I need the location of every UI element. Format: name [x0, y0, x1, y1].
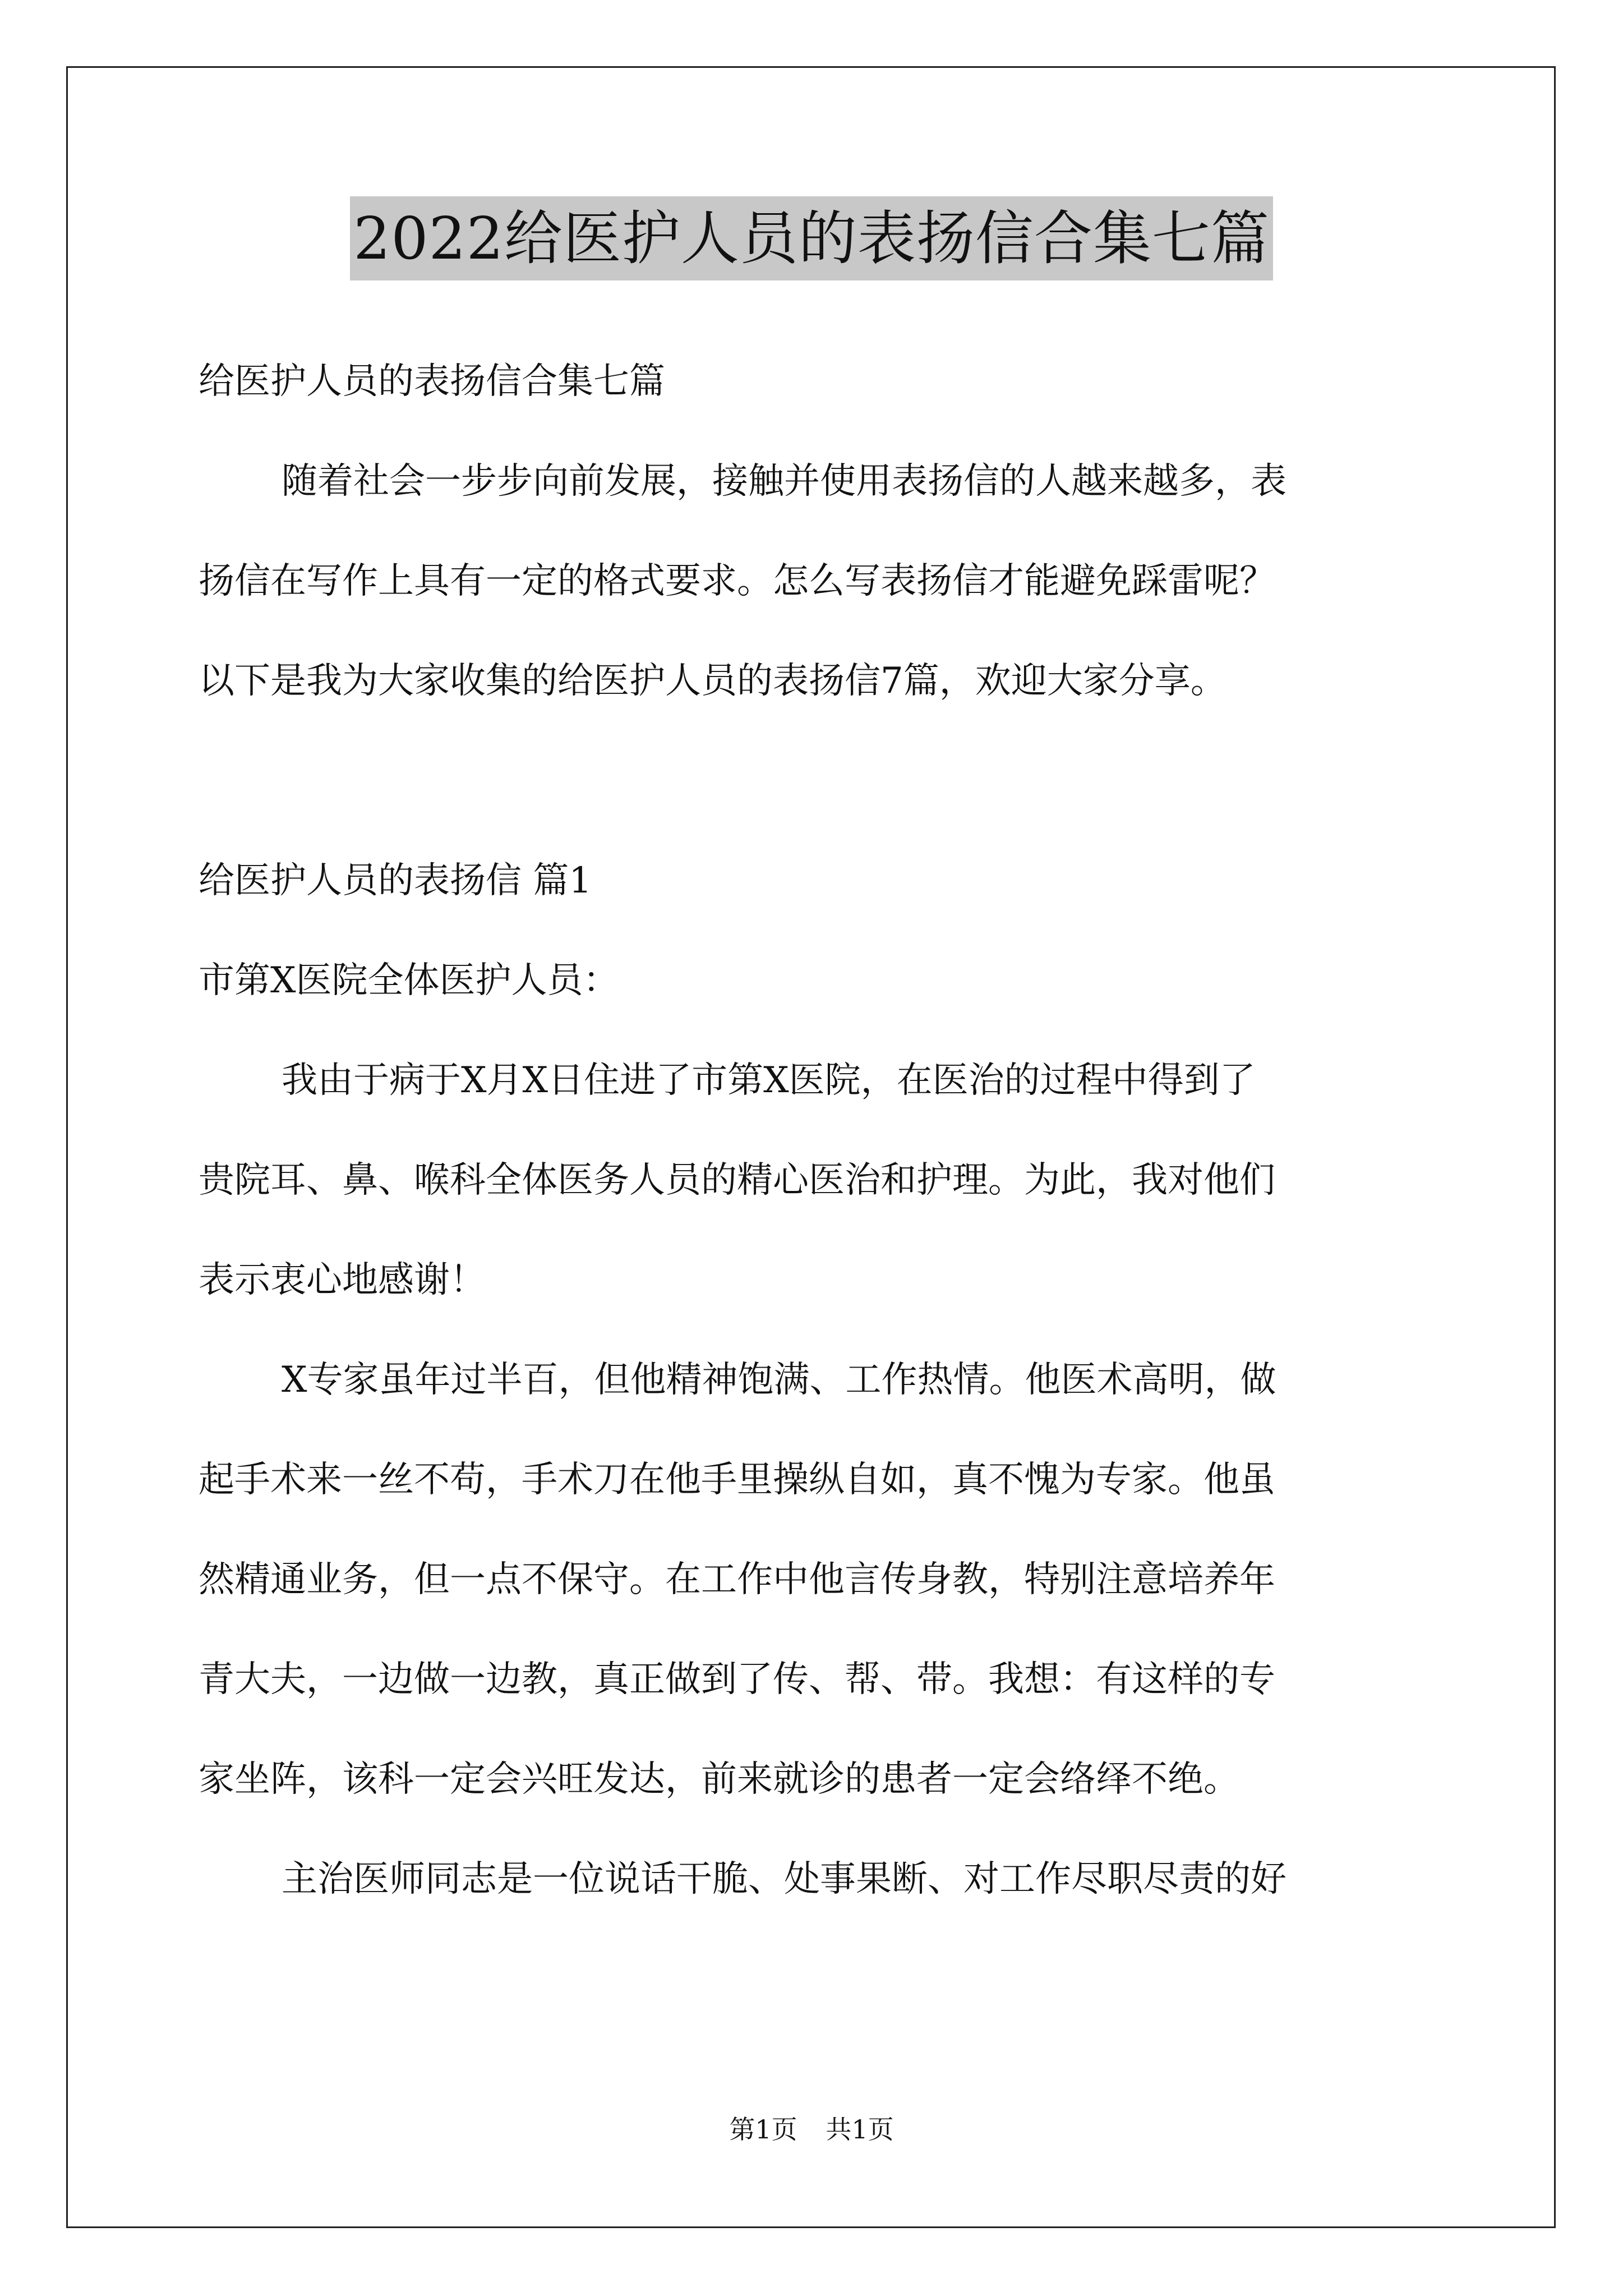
paragraph-line: 表示衷心地感谢！: [199, 1259, 486, 1301]
paragraph-line: X专家虽年过半百，但他精神饱满、工作热情。他医术高明，做: [282, 1359, 1276, 1401]
document-body: [199, 334, 1427, 1931]
paragraph-line: 主治医师同志是一位说话干脆、处事果断、对工作尽职尽责的好: [282, 1858, 1287, 1900]
paragraph-line: 家坐阵，该科一定会兴旺发达，前来就诊的患者一定会络绎不绝。: [199, 1759, 1239, 1800]
paragraph-line: 然精通业务，但一点不保守。在工作中他言传身教，特别注意培养年: [199, 1559, 1275, 1600]
salutation: 市第X医院全体医护人员：: [199, 960, 619, 1001]
document-subtitle: 给医护人员的表扬信合集七篇: [199, 361, 665, 402]
intro-line: 扬信在写作上具有一定的格式要求。怎么写表扬信才能避免踩雷呢？: [199, 560, 1275, 602]
section-heading: 给医护人员的表扬信 篇1: [199, 860, 592, 901]
paragraph-spacer: [199, 733, 1427, 833]
title-container: [0, 196, 1623, 280]
paragraph-line: 起手术来一丝不苟，手术刀在他手里操纵自如，真不愧为专家。他虽: [199, 1459, 1275, 1501]
paragraph-line: 青大夫，一边做一边教，真正做到了传、帮、带。我想：有这样的专: [199, 1659, 1275, 1700]
intro-line: 随着社会一步步向前发展，接触并使用表扬信的人越来越多，表: [282, 461, 1287, 502]
page-footer: [0, 2109, 1623, 2146]
paragraph-line: 贵院耳、鼻、喉科全体医务人员的精心医治和护理。为此，我对他们: [199, 1159, 1275, 1201]
document-title: 2022给医护人员的表扬信合集七篇: [350, 196, 1273, 280]
intro-line: 以下是我为大家收集的给医护人员的表扬信7篇，欢迎大家分享。: [199, 660, 1227, 702]
paragraph-line: 我由于病于X月X日住进了市第X医院，在医治的过程中得到了: [282, 1060, 1256, 1101]
page-number-current: 第1页: [729, 2114, 797, 2145]
page-number-total: 共1页: [826, 2114, 894, 2145]
